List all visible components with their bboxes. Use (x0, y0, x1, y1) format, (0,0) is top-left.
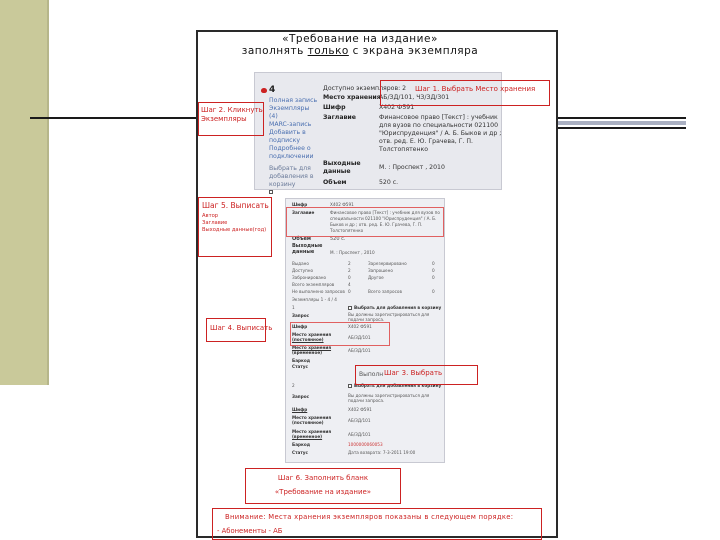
stat-label: Зарезервировано (368, 261, 407, 266)
page-title: «Требование на издание» (282, 33, 438, 45)
heart-icon (261, 88, 267, 93)
highlight-title-section (286, 207, 444, 237)
stat-value: 0 (432, 261, 435, 266)
callout-step3 (355, 365, 478, 385)
stat-label: Всего запросов (368, 289, 402, 294)
highlight-location (290, 322, 390, 346)
copies-link[interactable]: Экземпляры (269, 105, 310, 112)
pub-value: М. : Проспект , 2010 (379, 164, 445, 171)
item-request-value: Вы должны зарегистрироваться для (348, 312, 430, 317)
detail-label-title: Заглавие (292, 210, 315, 215)
item-barcode-value: 1000000060053 (348, 442, 383, 447)
stats-table (292, 261, 442, 301)
stat-value: 0 (348, 289, 351, 294)
note-box (212, 508, 542, 540)
item-loc2-label-2: (временное) (292, 434, 323, 439)
stat-value: 4 (348, 282, 351, 287)
item-request-value: Вы должны зарегистрироваться для (348, 393, 430, 398)
marc-record-link[interactable]: MARC-запись (269, 121, 312, 128)
item-number: 1 (292, 305, 295, 310)
divider-line-right (558, 117, 686, 119)
stat-label: Выдано (292, 261, 309, 266)
item-select-label: Выбрать для добавления в корзину (354, 383, 442, 388)
callout-step3-prefix: Выполн (359, 371, 384, 378)
item-loc2-label: Место хранения (292, 429, 332, 434)
copies-count[interactable]: (4) (269, 113, 278, 120)
item-status-label: Статус (292, 450, 308, 455)
detail-value-pub: М. : Проспект , 2010 (330, 250, 375, 255)
callout-step6-line2: «Требование на издание» (274, 488, 372, 496)
stat-label: Не выполнено запросов (292, 289, 345, 294)
callout-step3-text: Шаг 3. Выбрать (384, 369, 443, 377)
callout-step2 (198, 102, 264, 136)
note-line1: Внимание: Места хранения экземпляров показаны в следующем порядке: (225, 513, 514, 521)
divider-line-right-2 (558, 127, 686, 129)
select-label: Выбрать для (269, 165, 311, 172)
page-subtitle: заполнять только с экрана экземпляра (241, 45, 479, 57)
pub-label-2: данные (323, 168, 351, 175)
item-loc2-label-2: (временное) (292, 350, 323, 355)
stat-value: 2 (348, 268, 351, 273)
select-label-2: добавления в (269, 173, 314, 180)
add-subscription-link-2[interactable]: подписку (269, 137, 300, 144)
title-value-line4: отв. ред. Е. Ю. Грачева, Г. П. (379, 138, 474, 145)
note-line2: - Абонементы - АБ (217, 527, 283, 535)
shelf-label: Шифр (323, 104, 346, 111)
detail-value-title-4: Толстопятенко (330, 228, 364, 233)
more-info-link-2[interactable]: подключении (269, 153, 314, 160)
item-request-value-2: подачи запроса. (348, 398, 385, 403)
stat-value: 0 (432, 268, 435, 273)
stat-label: Доступно (292, 268, 314, 273)
detail-label-shelf: Шифр (292, 202, 308, 207)
item-status-label: Статус (292, 364, 308, 369)
item-request-label: Запрос (292, 394, 310, 399)
detail-value-volume: 520 с. (330, 236, 346, 242)
callout-step6 (245, 468, 401, 504)
callout-step2-line2: Экземпляры (201, 115, 247, 123)
add-subscription-link[interactable]: Добавить в (269, 129, 306, 136)
more-info-link[interactable]: Подробнее о (269, 145, 311, 152)
stat-value: 2 (348, 261, 351, 266)
stat-label: Забронировано (292, 275, 327, 280)
item-loc1-label: Место хранения (292, 332, 332, 337)
item-status-value: Дата возврата: 7-3-2011 19:00 (348, 450, 416, 455)
callout-step2-line1: Шаг 2. Кликнуть (201, 106, 263, 114)
stat-value: 0 (348, 275, 351, 280)
detail-value-title-2: специальности 021100 "Юриспруденция" / А. Б. (330, 216, 437, 221)
callout-step5-pub: Выходные данные(год) (202, 227, 267, 233)
callout-step5-title-field: Заглавие (202, 220, 228, 226)
callout-step6-line1: Шаг 6. Заполнить бланк (277, 474, 369, 482)
storage-value: АБ/ЗД/101, ЧЗ/ЗД/301 (379, 94, 450, 101)
item-loc1-label-2: (постоянное) (292, 337, 324, 342)
callout-step5 (198, 197, 272, 257)
stat-label: Всего экземпляров (292, 282, 335, 287)
storage-label: Место хранения (323, 94, 381, 101)
item-loc1-label: Место хранения (292, 415, 332, 420)
shelf-value: Х402 Ф591 (379, 104, 415, 111)
item-loc2-value: АБ/ЗД/101 (348, 432, 371, 437)
item-select-checkbox[interactable] (348, 306, 352, 310)
volume-value: 520 с. (379, 179, 399, 186)
detail-value-title-3: Быков и др ; отв. ред. Е. Ю. Грачева, Г. П. (330, 222, 423, 227)
title-value-line1: Финансовое право [Текст] : учебник (379, 114, 498, 121)
callout-step4 (206, 318, 273, 342)
title-value-line5: Толстопятенко (379, 146, 429, 153)
item-loc1-label-2: (постоянное) (292, 420, 324, 425)
detail-value-title-1: Финансовое право [Текст] : учебник для вузов по (330, 210, 440, 215)
item-number: 2 (292, 383, 295, 388)
copies-range: Экземпляры 1 - 4 / 4 (292, 297, 337, 302)
slide-accent-bar (0, 0, 49, 385)
item-loc1-value: АБ/ЗД/101 (348, 418, 371, 423)
add-to-cart-checkbox[interactable] (269, 190, 273, 194)
select-label-3: корзину (269, 181, 296, 188)
callout-step4-text: Шаг 4. Выписать (210, 324, 273, 332)
stat-value: 0 (432, 275, 435, 280)
stat-label: Другое (368, 275, 384, 280)
item-shelf-value: Х402 Ф591 (348, 407, 372, 412)
title-value-line3: "Юриспруденция" / А. Б. Быков и др ; (379, 130, 502, 137)
item-loc1-value: АБ/ЗД/101 (348, 335, 371, 340)
stat-value: 0 (432, 289, 435, 294)
result-count: 4 (269, 85, 276, 95)
stat-label: Запрошено (368, 268, 393, 273)
available-copies: Доступно экземпляров: 2 (323, 85, 407, 92)
item-shelf-value: Х402 Ф591 (348, 324, 372, 329)
item-loc2-value: АБ/ЗД/101 (348, 348, 371, 353)
callout-step1 (380, 80, 550, 106)
detail-label-pub: Выходные (292, 243, 323, 249)
divider-band-right (558, 121, 686, 125)
callout-step5-author: Автор (202, 213, 219, 219)
item-request-label: Запрос (292, 313, 310, 318)
item-select-label: Выбрать для добавления в корзину (354, 305, 442, 310)
item-select-checkbox[interactable] (348, 384, 352, 388)
callout-step1-text: Шаг 1. Выбрать Место хранения (415, 85, 536, 93)
title-value-line2: для вузов по специальности 021100 (379, 122, 499, 129)
item-request-value-2: подачи запроса. (348, 317, 385, 322)
item-shelf-label: Шифр (292, 407, 308, 412)
item-barcode-label: Баркод (292, 442, 311, 447)
item-barcode-label: Баркод (292, 358, 311, 363)
divider-line-left (30, 117, 196, 119)
item-loc2-label: Место хранения (292, 345, 332, 350)
detail-label-pub-2: данные (292, 249, 315, 255)
full-record-link[interactable]: Полная запись (269, 97, 318, 104)
detail-value-shelf: Х402 Ф591 (330, 202, 354, 207)
title-label: Заглавие (323, 114, 356, 121)
pub-label: Выходные (323, 160, 361, 167)
callout-step5-title: Шаг 5. Выписать (202, 201, 269, 210)
detail-label-volume: Объем (292, 236, 311, 242)
item-shelf-label: Шифр (292, 324, 308, 329)
volume-label: Объем (323, 179, 347, 186)
